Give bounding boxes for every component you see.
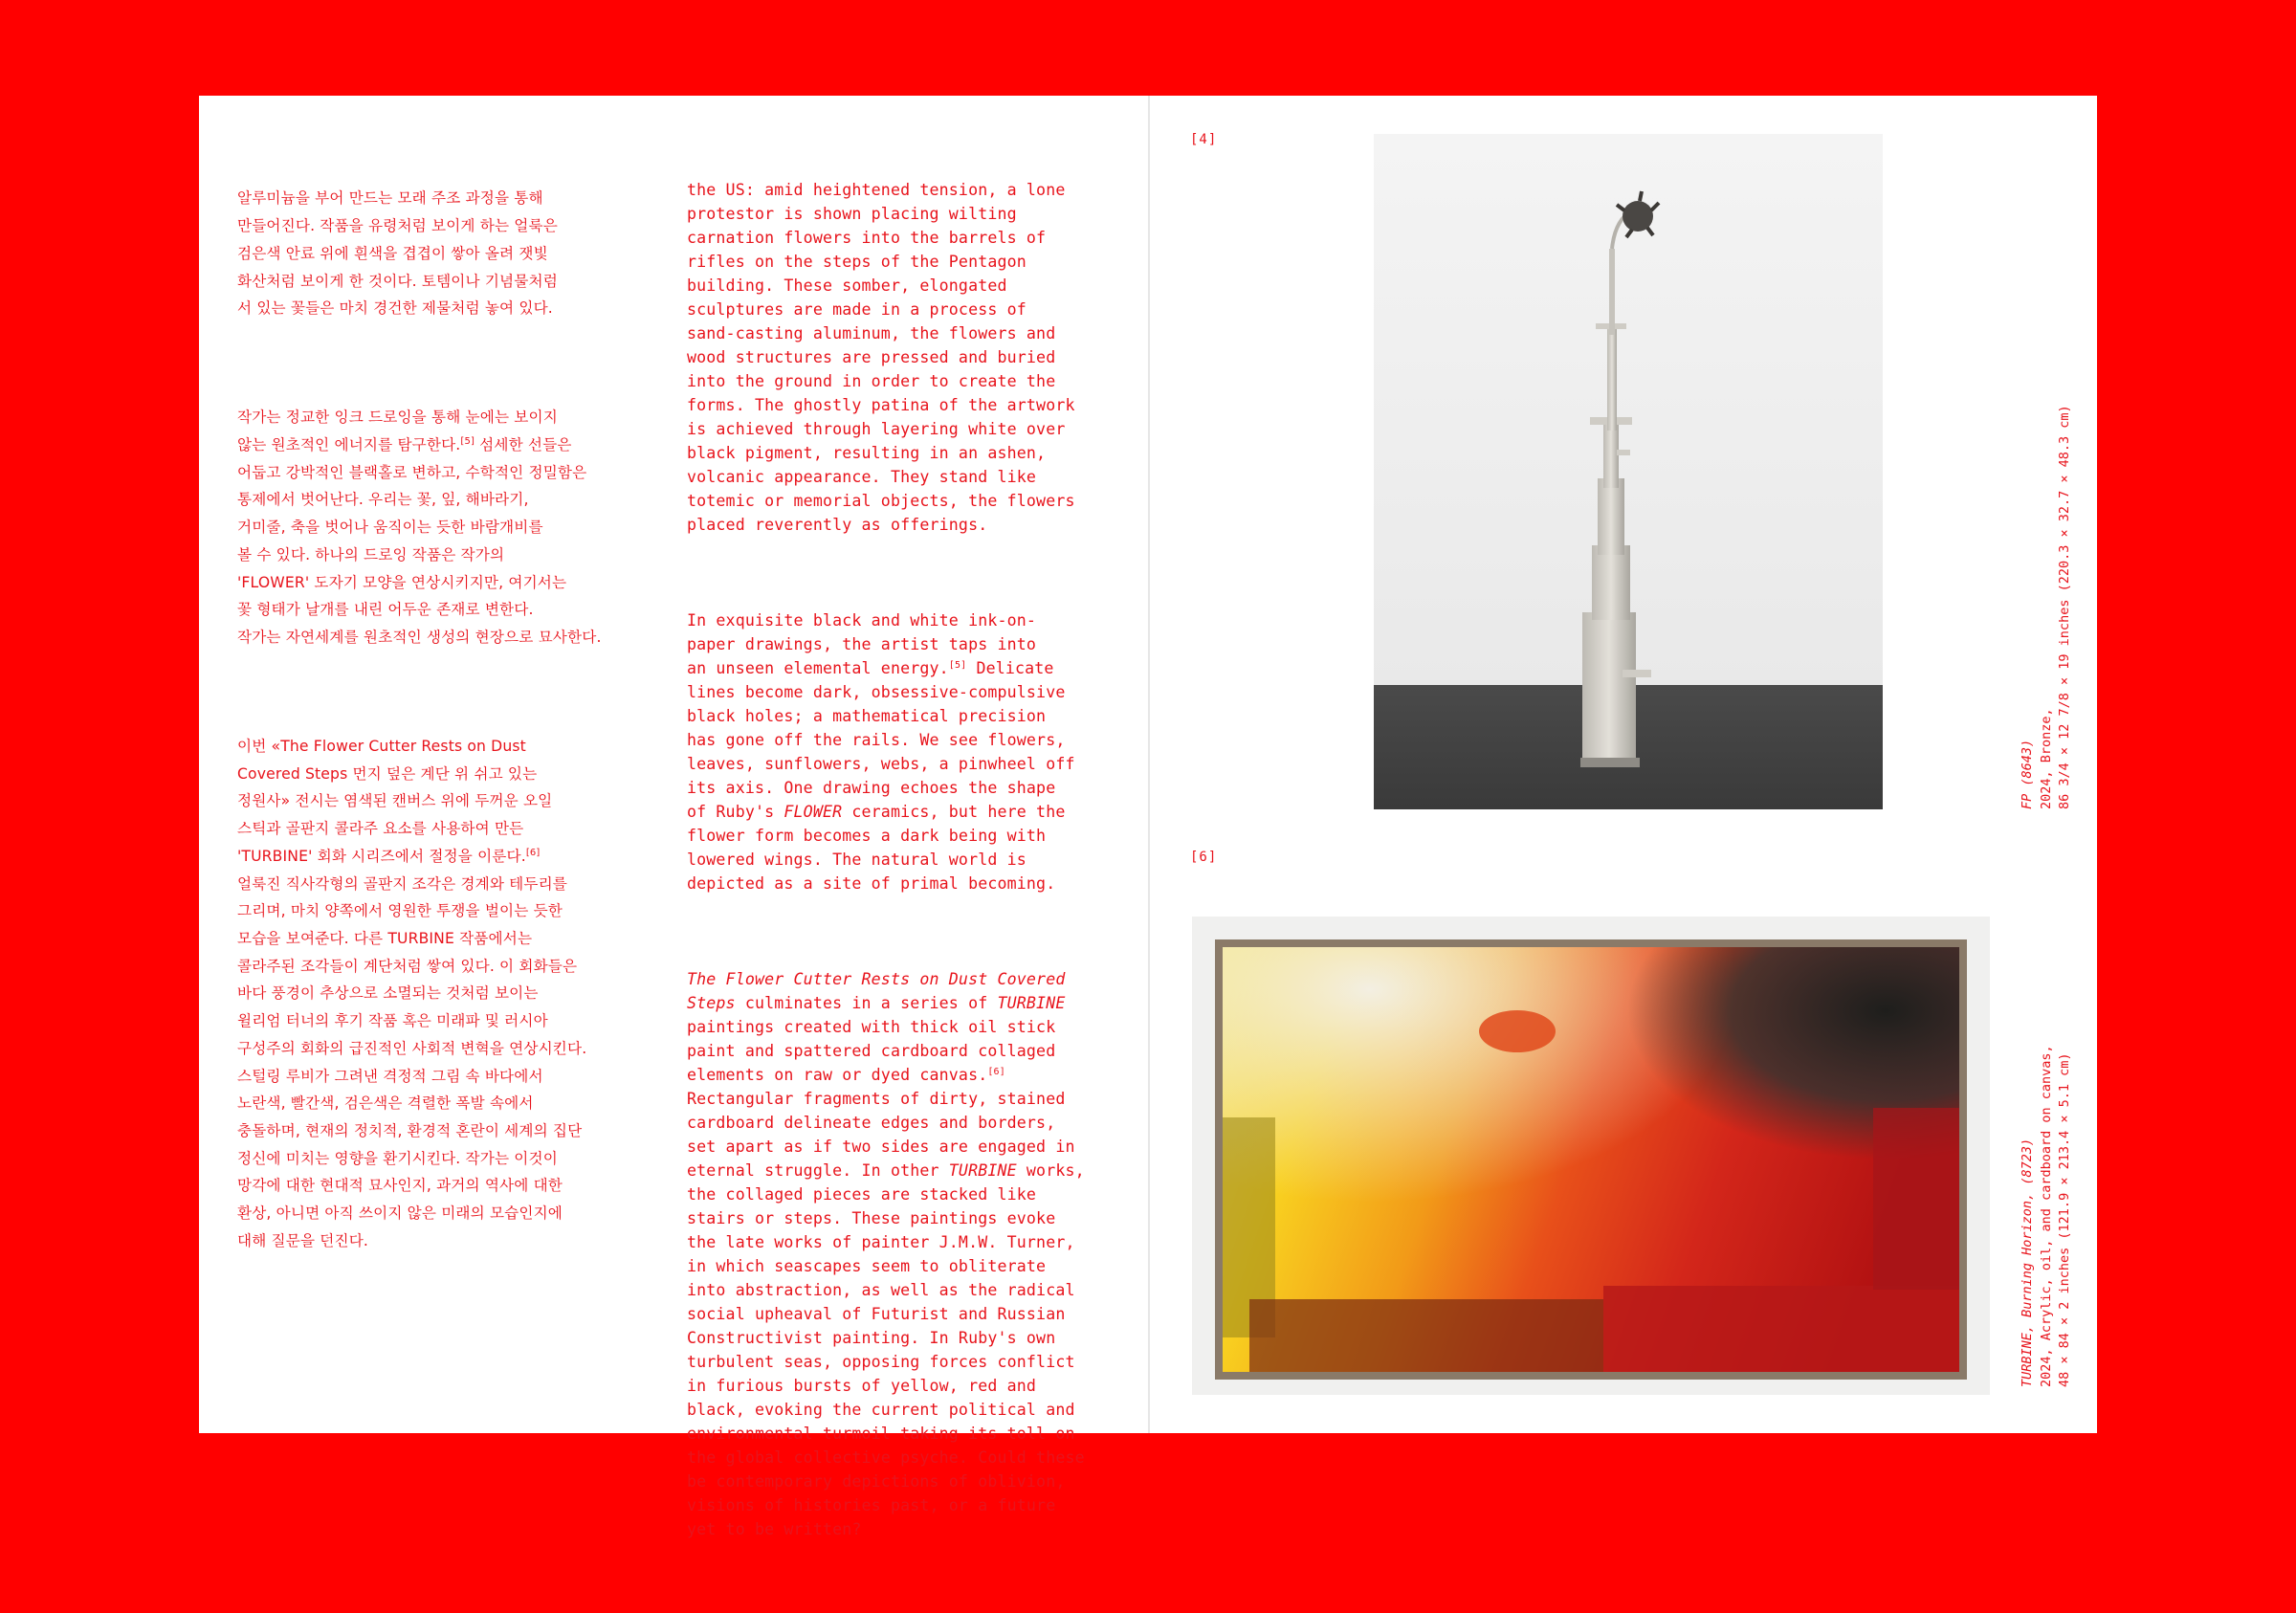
left-page (199, 96, 1148, 1538)
figure-6-caption (2019, 1045, 2075, 1387)
text-run: 섬세한 선들은 어둡고 강박적인 블랙홀로 변하고, 수학적인 정밀함은 통제에서 벗어난다. 우리는 꽃, 잎, 해바라기, 거미줄, 축을 벗어나 움직이는 듯한 바람개비를 볼 수 있다. 하나의 드로잉 작품은 작가의 'FLOWER' 도자기 모양을 연상시키지만, 여기서는 꽃 형태가 날개를 내린 어두운 존재로 변한다. 작가는 자연세계를 원초적인 생성의 현장으로 묘사한다. (237, 436, 602, 646)
text-run: In exquisite black and white ink-on- paper drawings, the artist taps into an unseen elemental energy. (687, 611, 1037, 677)
text-run: works, the collaged pieces are stacked like stairs or steps. These paintings evoke the late works of painter J.M.W. Turner, in which seascapes seem to obliterate into abstraction, as well as the radical social upheaval of Futurist and Russian Constructivist painting. In Ruby's own turbulent seas, opposing forces conflict in furious bursts of yellow, red and black, evoking the current political and environmental turmoil taking its toll on the global collective psyche. Could these be contemporary depictions of oblivion, visions of histories past, or a future yet to be written? (687, 1161, 1085, 1538)
caption-dimensions: 86 3/4 × 12 7/8 × 19 inches (220.3 × 32.7 × 48.3 cm) (2057, 405, 2072, 809)
text-run: 이번 «The Flower Cutter Rests on Dust Covered Steps 먼지 덮은 계단 위 쉬고 있는 정원사» 전시는 염색된 캔버스 위에 두꺼운 오일 스틱과 골판지 콜라주 요소를 사용하여 만든 'TURBINE' 회화 시리즈에서 절정을 이룬다. (237, 738, 553, 865)
caption-dimensions: 48 × 84 × 2 inches (121.9 × 213.4 × 5.1 cm) (2057, 1052, 2072, 1387)
caption-line: 2024, Acrylic, oil, and cardboard on canvas, (2038, 1045, 2054, 1387)
text-run: paintings created with thick oil stick paint and spattered cardboard collaged elements on raw or dyed canvas. (687, 1018, 1056, 1084)
italic-term: FLOWER (784, 803, 843, 821)
english-paragraph-2 (687, 608, 1108, 895)
sculpture-photo (1374, 134, 1883, 809)
right-page (1148, 96, 2097, 1433)
figure-6-label: [6] (1190, 850, 1218, 865)
caption-line: 2024, Bronze, (2038, 708, 2054, 809)
korean-paragraph-3 (237, 733, 658, 1254)
italic-term: TURBINE (997, 994, 1066, 1012)
korean-paragraph-1: 알루미늄을 부어 만드는 모래 주조 과정을 통해 만들어진다. 작품을 유령처럼 보이게 하는 얼룩은 검은색 안료 위에 흰색을 겹겹이 쌓아 올려 잿빛 화산처럼 보이게 한 것이다. 토템이나 기념물처럼 서 있는 꽃들은 마치 경건한 제물처럼 놓여 있다. (237, 189, 558, 318)
text-run: culminates in a series of (735, 994, 998, 1012)
english-paragraph-3 (687, 967, 1108, 1541)
text-run: Rectangular fragments of dirty, stained cardboard delineate edges and borders, set apart as if two sides are engaged in eternal struggle. In other (687, 1090, 1075, 1180)
korean-column (237, 130, 658, 1337)
figure-4-caption (2019, 405, 2075, 809)
footnote-ref: [5] (460, 436, 475, 448)
text-run: 얼룩진 직사각형의 골판지 조각은 경계와 테두리를 그리며, 마치 양쪽에서 영원한 투쟁을 벌이는 듯한 모습을 보여준다. 다른 TURBINE 작품에서는 콜라주된 조각들이 계단처럼 쌓여 있다. 이 회화들은 바다 풍경이 추상으로 소멸되는 것처럼 보이는 윌리엄 터너의 후기 작품 혹은 미래파 및 러시아 구성주의 회화의 급진적인 사회적 변혁을 연상시킨다. 스털링 루비가 그려낸 격정적 그림 속 바다에서 노란색, 빨간색, 검은색은 격렬한 폭발 속에서 충돌하며, 현재의 정치적, 환경적 혼란이 세계의 집단 정신에 미치는 영향을 환기시킨다. 작가는 이것이 망각에 대한 현대적 묘사인지, 과거의 역사에 대한 환상, 아니면 아직 쓰이지 않은 미래의 모습인지에 대해 질문을 던진다. (237, 874, 587, 1249)
footnote-ref: [6] (525, 847, 541, 858)
sculpture-image (1374, 134, 1883, 809)
book-spread (199, 96, 2097, 1538)
italic-term: TURBINE (948, 1161, 1017, 1180)
footnote-ref: [5] (948, 660, 967, 671)
footnote-ref: [6] (987, 1067, 1005, 1077)
korean-paragraph-2 (237, 404, 658, 651)
painting-photo (1192, 917, 1990, 1395)
text-run: ceramics, but here the flower form becomes a dark being with lowered wings. The natural world is depicted as a site of primal becoming. (687, 803, 1066, 893)
figure-4-label: [4] (1190, 132, 1218, 147)
caption-title: FP (8643) (2020, 739, 2035, 809)
text-run: 작가는 정교한 잉크 드로잉을 통해 눈에는 보이지 않는 원초적인 에너지를 탐구한다. (237, 409, 558, 454)
caption-title: TURBINE, Burning Horizon, (8723) (2020, 1138, 2035, 1387)
text-run: Delicate lines become dark, obsessive-compulsive black holes; a mathematical precision has gone off the rails. We see flowers, leaves, sunflowers, webs, a pinwheel off its axis. One drawing echoes the shape of Ruby's (687, 659, 1075, 821)
painting-image (1192, 917, 1990, 1395)
english-column (687, 130, 1108, 1613)
italic-title: The Flower Cutter Rests on Dust Covered Steps (687, 970, 1066, 1012)
english-paragraph-1: the US: amid heightened tension, a lone protestor is shown placing wilting carnation flowers into the barrels of rifles on the steps of the Pentagon building. These somber, elongated sculptures are made in a process of sand-casting aluminum, the flowers and wood structures are pressed and buried into the ground in order to create the forms. The ghostly patina of the artwork is achieved through layering white over black pigment, resulting in an ashen, volcanic appearance. They stand like totemic or memorial objects, the flowers placed reverently as offerings. (687, 181, 1075, 534)
